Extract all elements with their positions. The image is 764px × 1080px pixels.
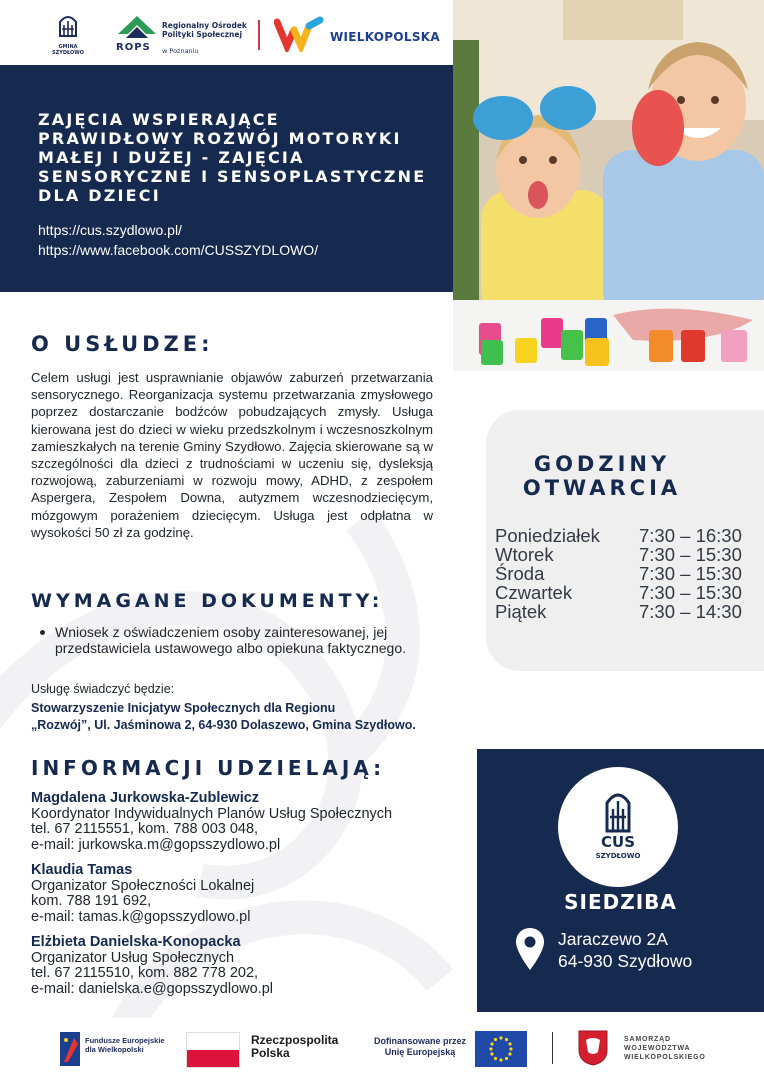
contact-email[interactable]: e-mail: tamas.k@gopsszydlowo.pl xyxy=(31,908,251,925)
wielkopolska-government-label: SAMORZĄD WOJEWÓDZTWA WIELKOPOLSKIEGO xyxy=(624,1036,706,1061)
hours-day: Środa xyxy=(495,563,545,584)
page-title: ZAJĘCIA WSPIERAJĄCE PRAWIDŁOWY ROZWÓJ MOTORYKI MAŁEJ I DUŻEJ - ZAJĘCIA SENSORYCZNE I SENSOPLASTYCZNE DLA DZIECI xyxy=(38,110,427,205)
wielkopolska-eagle-crest-icon xyxy=(578,1030,608,1066)
hours-time: 7:30 – 15:30 xyxy=(639,544,742,565)
logo-divider xyxy=(258,20,260,50)
cus-logo-sub: SZYDŁOWO xyxy=(595,852,641,860)
headquarters-panel xyxy=(477,749,764,1012)
opening-hours-panel xyxy=(486,410,764,671)
hours-row xyxy=(495,601,755,621)
contact-card xyxy=(31,935,451,997)
hours-time: 7:30 – 16:30 xyxy=(639,525,742,546)
documents-heading: WYMAGANE DOKUMENTY: xyxy=(31,590,384,612)
location-pin-icon xyxy=(515,927,545,971)
rops-arrows-icon xyxy=(116,14,158,42)
opening-hours-title-1: GODZINY xyxy=(533,452,671,476)
document-item: Wniosek z oświadczeniem osoby zainteresowanej, jej przedstawiciela ustawowego albo opiekuna faktycznego. xyxy=(38,624,448,656)
rops-logo xyxy=(116,14,246,56)
hours-row xyxy=(495,525,755,545)
contact-role: Koordynator Indywidualnych Planów Usług Społecznych xyxy=(31,805,393,822)
eu-flag-icon xyxy=(475,1031,527,1067)
hours-row xyxy=(495,563,755,583)
opening-hours-title-2: OTWARCIA xyxy=(522,476,682,500)
hero-photo xyxy=(453,0,764,371)
eu-label: Dofinansowane przez Unię Europejską xyxy=(373,1036,466,1057)
poland-flag-icon xyxy=(186,1032,240,1068)
eu-funds-icon xyxy=(60,1032,80,1066)
hours-row xyxy=(495,544,755,564)
wielkopolska-logo xyxy=(274,16,444,52)
provider-intro: Usługę świadczyć będzie: xyxy=(31,682,175,696)
hours-time: 7:30 – 14:30 xyxy=(639,601,742,622)
facebook-link[interactable]: https://www.facebook.com/CUSSZYDLOWO/ xyxy=(38,242,319,258)
hours-day: Piątek xyxy=(495,601,547,622)
headquarters-heading: SIEDZIBA xyxy=(564,890,677,914)
headquarters-address-line1: Jaraczewo 2A xyxy=(558,929,668,949)
contact-role: Organizator Społeczności Lokalnej xyxy=(31,877,255,894)
contact-name: Magdalena Jurkowska-Zublewicz xyxy=(31,790,260,806)
opening-hours-heading xyxy=(486,452,718,500)
hours-time: 7:30 – 15:30 xyxy=(639,582,742,603)
footer-divider xyxy=(552,1032,553,1064)
footer-logos xyxy=(0,1018,764,1080)
hours-day: Wtorek xyxy=(495,544,554,565)
rops-sub: w Poznaniu xyxy=(162,47,199,55)
contact-email[interactable]: e-mail: jurkowska.m@gopsszydlowo.pl xyxy=(31,836,281,853)
contact-name: Elżbieta Danielska-Konopacka xyxy=(31,934,241,950)
documents-list xyxy=(38,624,448,656)
headquarters-address-line2: 64-930 Szydłowo xyxy=(558,951,693,971)
rops-abbr: ROPS xyxy=(116,42,151,53)
info-heading: INFORMACJI UDZIELAJĄ: xyxy=(31,756,386,780)
gmina-crest-icon xyxy=(58,14,78,38)
children-painting-illustration xyxy=(453,0,764,371)
contact-name: Klaudia Tamas xyxy=(31,862,133,878)
contact-role: Organizator Usług Społecznych xyxy=(31,949,235,966)
hero-banner xyxy=(0,65,453,292)
hours-time: 7:30 – 15:30 xyxy=(639,563,742,584)
provider-org: Stowarzyszenie Inicjatyw Społecznych dla Regionu xyxy=(31,700,336,715)
eu-funds-label: Fundusze Europejskie dla Wielkopolski xyxy=(85,1036,165,1054)
cus-logo xyxy=(558,767,678,887)
cus-crest-icon xyxy=(604,787,632,833)
contact-card xyxy=(31,791,451,853)
rops-name: Regionalny Ośrodek Polityki Społecznej xyxy=(162,21,247,39)
contact-email[interactable]: e-mail: danielska.e@gopsszydlowo.pl xyxy=(31,980,274,997)
gmina-label: GMINA SZYDŁOWO xyxy=(51,44,85,56)
about-text: Celem usługi jest usprawnianie objawów zaburzeń przetwarzania sensorycznego. Reorganizacja systemu przetwarzania zmysłowego poprzez dostarczanie bodźców pobudzających zmysły. Usługa kierowana jest do dzieci w wieku przedszkolnym i wczesnoszkolnym zamieszkałych na terenie Gminy Szydłowo. Zajęcia skierowane są w szczególności dla dzieci z trudnościami w uczeniu się, dysleksją rozwojową, zaburzeniami w rozwoju mowy, ADHD, z zespołem Aspergera, Zespołem Downa, autyzmem wczesnodziecięcym, mózgowym porażeniem dziecięcym. Usługa jest odpłatna w wysokości 50 zł za godzinę. xyxy=(31,370,433,540)
contact-phone: kom. 788 191 692, xyxy=(31,893,152,909)
contact-phone: tel. 67 2115510, kom. 882 778 202, xyxy=(31,965,259,981)
contact-phone: tel. 67 2115551, kom. 788 003 048, xyxy=(31,821,259,837)
service-provider xyxy=(31,681,451,735)
hours-day: Czwartek xyxy=(495,582,573,603)
hours-day: Poniedziałek xyxy=(495,525,600,546)
poland-label: Rzeczpospolita Polska xyxy=(251,1033,339,1060)
wielkopolska-label: WIELKOPOLSKA xyxy=(330,30,440,44)
about-heading: O USŁUDZE: xyxy=(31,332,214,356)
provider-address: „Rozwój”, Ul. Jaśminowa 2, 64-930 Dolaszewo, Gmina Szydłowo. xyxy=(31,718,416,732)
gmina-logo xyxy=(48,14,88,56)
wielkopolska-w-icon xyxy=(274,16,324,52)
hours-row xyxy=(495,582,755,602)
website-link[interactable]: https://cus.szydlowo.pl/ xyxy=(38,222,182,238)
contact-card xyxy=(31,863,451,925)
logo-bar xyxy=(0,0,453,65)
cus-logo-text: CUS xyxy=(601,833,635,851)
